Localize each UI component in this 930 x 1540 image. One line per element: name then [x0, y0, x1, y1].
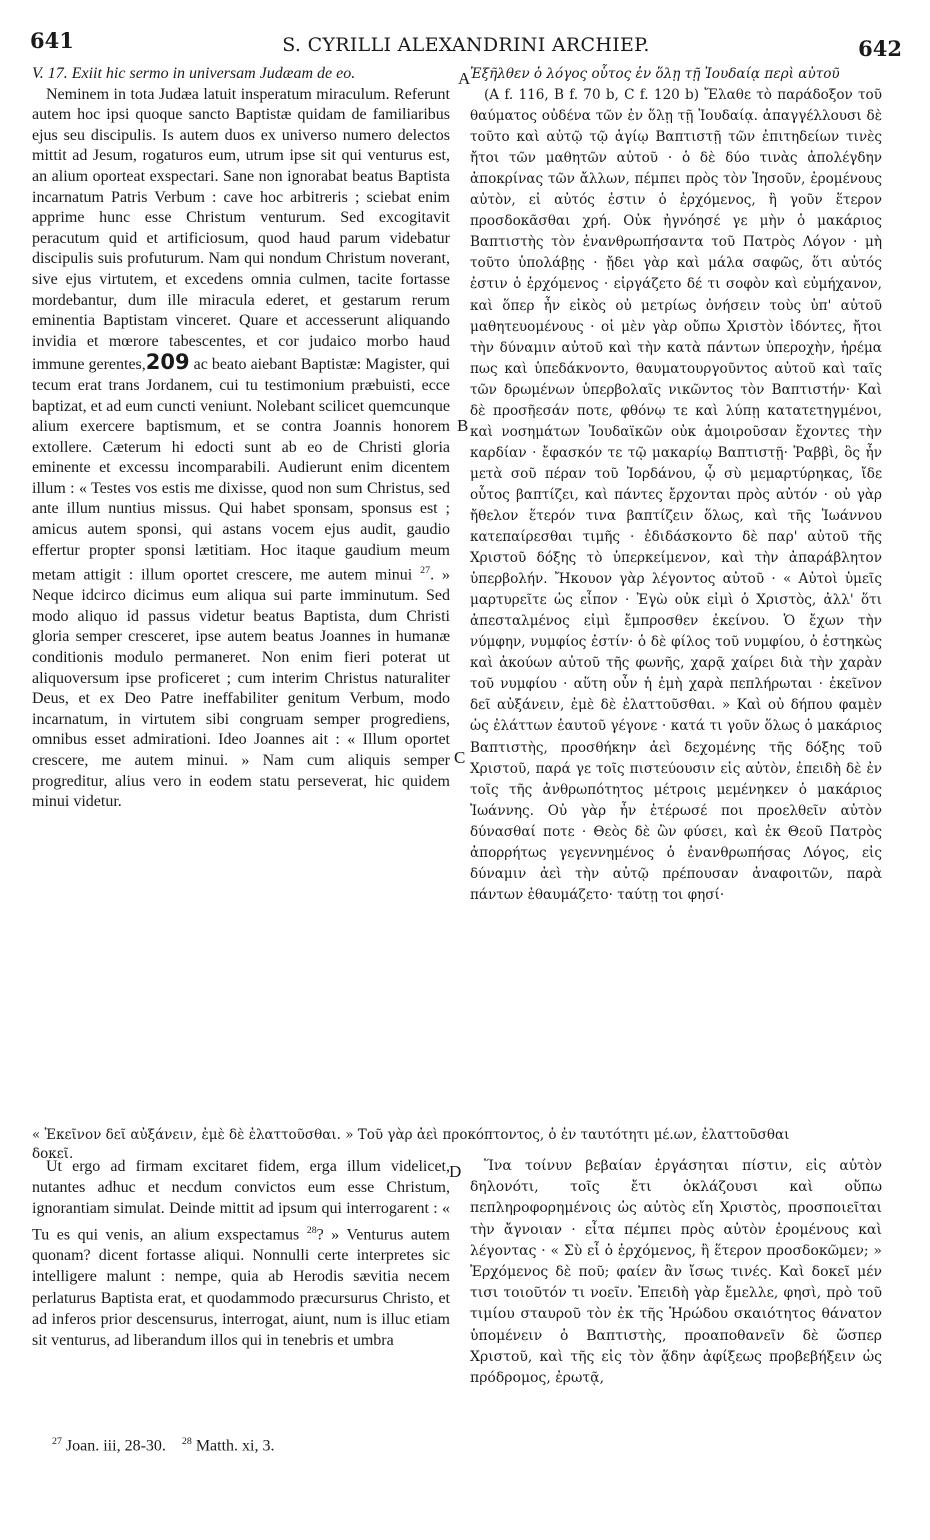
latin-column-upper — [32, 64, 450, 824]
page-header — [30, 28, 902, 61]
greek-column-lower — [470, 1156, 882, 1424]
greek-paragraph: (A f. 116, B f. 70 b, C f. 120 b) Ἔλαθε τὸ παράδοξον τοῦ θαύματος οὐδένα τῶν ἐν ὅλῃ τῇ Ἰουδαίᾳ. ἀπαγγέλλουσι δὲ τοῦτο καὶ αὐτῷ τῷ ἁγίῳ Βαπτιστῇ τῶν ἐπιτηδείων τινὲς ἤτοι τῶν μαθητῶν αὐτοῦ · ὁ δὲ δύο τινὰς ἀπολέγδην ἀποκρίνας τῶν ἄλλων, πέμπει πρὸς τὸν Ἰησοῦν, ἐρομένους αὐτὸν, εἰ αὐτός ἐστιν ὁ ἐρχόμενος, ἢ γοῦν ἕτερον προσδοκᾶσθαι χρή. Οὐκ ἠγνόησέ γε μὴν ὁ μακάριος Βαπτιστὴς τὸν ἐνανθρωπήσαντα τοῦ Πατρὸς Λόγον · μὴ τοῦτο ὑπολάβῃς · ᾔδει γὰρ καὶ μάλα σαφῶς, ὅτι αὐτός ἐστιν ὁ ἐρχόμενος · εἰργάζετο δέ τι σοφὸν καὶ εὐμήχανον, καὶ ὅπερ ἦν εἰκὸς οὐ μετρίως ὀνήσειν τοὺς ὑπ' αὐτοῦ μαθητευομένους · οἱ μὲν γὰρ οὔπω Χριστὸν ἰδόντες, ἤτοι τὴν δύναμιν αὐτοῦ καὶ τὴν κατὰ πάντων ὑπεροχὴν, ἠρέμα πως καὶ ὑπεδάκνοντο, θαυματουργοῦντος αὐτοῦ καὶ ταῖς τῶν δρωμένων ὑπερβολαῖς νικῶντος τὸν Βαπτιστήν· Καὶ δὲ προσῆεσάν ποτε, φθόνῳ τε καὶ λύπῃ κατατετηγμένοι, καὶ νοσημάτων Ἰουδαϊκῶν οὐκ ἀμοιροῦσαν ἔχοντες τὴν καρδίαν · ἔφασκόν τε τῷ μακαρίῳ Βαπτιστῇ· Ῥαββὶ, ὃς ἦν μετὰ σοῦ πέραν τοῦ Ἰορδάνου, ᾧ σὺ μεμαρτύρηκας, ἴδε οὗτος βαπτίζει, καὶ πάντες ἔρχονται πρὸς αὐτόν · οὐ γὰρ ἤθελον ἕτερόν τινα βαπτίζειν ὅλως, καὶ τῆς Ἰωάννου κατεπαίρεσθαι τιμῆς · ἐδιδάσκοντο δὲ παρ' αὐτοῦ τῆς Χριστοῦ δόξης τὸ ὑπερκείμενον, καὶ τὴν ἀπαράβλητον ὑπερβολήν. Ἤκουον γὰρ λέγοντος αὐτοῦ · « Αὐτοὶ ὑμεῖς μαρτυρεῖτε ὡς εἶπον · Ἐγὼ οὐκ εἰμὶ ὁ Χριστὸς, ἀλλ' ὅτι ἀπεσταλμένος εἰμὶ ἔμπροσθεν ἐκείνου. Ὁ ἔχων τὴν νύμφην, νυμφίος ἐστίν· ὁ δὲ φίλος τοῦ νυμφίου, ὁ ἑστηκὼς καὶ ἀκούων αὐτοῦ τῆς φωνῆς, χαρᾷ χαίρει διὰ τὴν χαρὰν τοῦ νυμφίου · αὕτη οὖν ἡ ἐμὴ χαρὰ πεπλήρωται · ἐκεῖνον δεῖ αὐξάνειν, ἐμὲ δὲ ἐλαττοῦσθαι. » Καὶ οὐ δήπου φαμὲν ὡς ἐλάττων ἑαυτοῦ γέγονε · κατά τι γοῦν ὅλως ὁ μακάριος Βαπτιστὴς, προσθήκην ἀεὶ δεχομένης τῆς δόξης τοῦ Χριστοῦ, παρά γε τοῖς πιστεύουσιν εἰς αὐτὸν, ἐπειδὴ δὲ ἐν τοῖς τῆς ἀνθρωπότητος μέτροις μεμένηκεν ὁ μακάριος Ἰωάννης. Οὐ γὰρ ἦν ἑτέρωσέ ποι προελθεῖν αὐτὸν δύνασθαί ποτε · Θεὸς δὲ ὢν φύσει, καὶ ἐκ Θεοῦ Πατρὸς ἀπορρήτως γεγεννημένος ὁ ἐνανθρωπήσας Λόγος, εἰς δύναμιν ἀεὶ τὴν αὐτῷ πρέπουσαν ἀναφοιτῶν, παρὰ πάντων ἐθαυμάζετο· ταύτῃ τοι φησί· — [470, 87, 882, 903]
footnotes — [52, 1436, 274, 1455]
margin-marker-b: B — [457, 416, 469, 435]
running-title: S. CYRILLI ALEXANDRINI ARCHIEP. — [282, 34, 650, 56]
footnote-ref-27: 27 — [420, 565, 431, 577]
greek-paragraph-2: Ἵνα τοίνυν βεβαίαν ἐργάσηται πίστιν, εἰς αὐτὸν δηλονότι, τοῖς ἔτι ὀκλάζουσι καὶ οὔπω πεπληροφορημένοις ὡς αὐτὸς εἴη Χριστὸς, προσποιεῖται τὴν ἄγνοιαν · εἶτα πέμπει πρὸς αὐτὸν ἐρομένους καὶ λέγοντας · « Σὺ εἶ ὁ ἐρχόμενος, ἢ ἕτερον προσδοκῶμεν; » Ἐρχόμενος δὲ ποῦ; φαίεν ἂν ἴσως τινές. Καὶ δοκεῖ μέν τισι τοιοῦτόν τι νοεῖν. Ἐπειδὴ γὰρ ἔμελλε, φησὶ, πρὸ τοῦ τιμίου σταυροῦ τὸν ἐκ τῆς Ἡρώδου σκαιότητος θάνατον ὑπομένειν ὁ Βαπτιστὴς, προαποθανεῖν δὲ ὥσπερ Χριστοῦ, καὶ τῆς εἰς τὸν ᾅδην ἀφίξεως προβεβήξειν ὡς πρόδρομος, ἐρωτᾷ, — [470, 1158, 882, 1387]
full-width-line: « Ἐκεῖνον δεῖ αὐξάνειν, ἐμὲ δὲ ἐλαττοῦσθαι. » Τοῦ γὰρ ἀεὶ προκόπτοντος, ὁ ἐν ταυτότητι μέ.ων, ἐλαττοῦσθαι — [32, 1127, 790, 1143]
latin-text-2-cont: ? » Venturus autem quonam? dicent fortasse aliqui. Nonnulli certe interpretes sic intelligere malunt : nempe, quia ab Herodis sævitia necem perlaturus Baptista erat, et quodammodo præcursurus Christo, et ad inferos prior descensurus, interrogat, aiunt, num is illuc etiam sit venturus, ad liberandum illos qui in tenebris et umbra — [32, 1225, 451, 1349]
page-number-right: 642 — [858, 36, 902, 61]
footnote-ref-28: 28 — [306, 1224, 317, 1236]
footnote-text-27: Joan. iii, 28-30. — [61, 1437, 166, 1455]
latin-text: Neminem in tota Judæa latuit insperatum miraculum. Referunt autem hoc ipsi quoque sancto Baptistæ quidam de familiaribus ejus seu discipulis. Is autem duos ex universo numero delectos mittit ad Jesum, rogaturos eum, utrum ipse sit qui venturus est, an alium oporteat exspectari. Sane non ignorabat beatus Baptista incarnatum Patris Verbum : cave hoc arbitreris ; sciebat enim apprime hunc esse Christum venturum. Sed excogitavit peracutum quid et artificiosum, quod haud parum videbatur discipulis suis profuturum. Nam qui nondum Christum noverant, sive ejus virtutem, et excedens omnia culmen, tacite fortasse mordebantur, dum ille miracula ederet, et gestarum rerum eminentia Baptistam vinceret. Quare et accesserunt aliquando invidia et mœrore tabescentes, et cor judaico morbo haud immune gerentes, — [32, 85, 450, 374]
latin-text-cont: ac beato aiebant Baptistæ: Magister, qui tecum erat trans Jordanem, cui tu testimonium præbuisti, ecce baptizat, et ad eum cuncti veniunt. Nolebant scilicet quemcunque alium exercere baptismum, et se contra Joannis honorem extollere. Cæterum hi edocti sunt ab eo de Christi gloria eminente et excessu incomparabili. Audierunt enim dicentem illum : « Testes vos estis me dixisse, quod non sum Christus, sed ante illum nuntius missus. Qui habet sponsam, sponsus est ; amicus autem sponsi, qui astans vocem ejus audit, gaudio effertur propter sponsi lætitiam. Hoc itaque gaudium meum metam attigit : illum oportet crescere, me autem minui — [32, 356, 450, 584]
footnote-number-28: 28 — [181, 1436, 192, 1447]
margin-marker-c: C — [454, 748, 466, 767]
latin-text-end: . » Neque idcirco dicimus eum aliqua sui parte imminutum. Sed modo aliquo id passus videtur beatus Baptista, dum Christi gloria semper cresceret, ipse autem beatus Joannes in humanæ conditionis modulo permaneret. Non enim fieri poterat ut aliquoversum ipse proficeret ; cum interim Christus naturaliter Deus, et ex Deo Patre ineffabiliter genitum Verbum, modo incarnatum, in virtutem sibi congruam semper progrediens, omnibus esset admirationi. Ideo Joannes ait : « Illum oportet crescere, me autem minui. » Nam cum aliquis semper progreditur, alius vero in eodem statu perseverat, hic quidem minui videtur. — [32, 566, 451, 811]
margin-marker-d: D — [449, 1162, 462, 1181]
footnote-text-28: Matth. xi, 3. — [191, 1437, 275, 1455]
footnote-number-27: 27 — [52, 1436, 62, 1447]
latin-paragraph — [32, 85, 450, 813]
latin-paragraph-2 — [32, 1156, 450, 1351]
margin-marker-a: A — [458, 69, 471, 88]
latin-section-heading: V. 17. Exiit hic sermo in universam Judæam de eo. — [32, 65, 356, 82]
page-number-left: 641 — [30, 28, 74, 53]
latin-column-lower — [32, 1156, 450, 1424]
greek-column-upper — [470, 64, 882, 903]
latin-text-2: Ut ergo ad firmam excitaret fidem, erga illum videlicet, nutantes adhuc et necdum convictos eum esse Christum, ignorantiam simulat. Deinde mittit ad ipsum qui interrogarent : « Tu es qui venis, an alium exspectamus — [32, 1158, 450, 1243]
greek-section-heading: Ἐξῆλθεν ὁ λόγος οὗτος ἐν ὅλῃ τῇ Ἰουδαίᾳ περὶ αὐτοῦ — [470, 66, 840, 82]
column-number: 209 — [145, 350, 190, 375]
full-width-line-end: δοκεῖ. — [32, 1146, 74, 1162]
